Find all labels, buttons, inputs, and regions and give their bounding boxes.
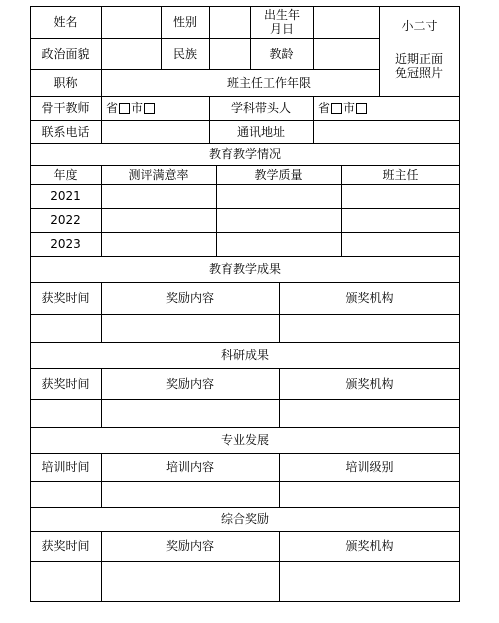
name-field[interactable]: [101, 6, 161, 38]
address-field[interactable]: [313, 120, 460, 143]
gender-field[interactable]: [209, 6, 250, 38]
title-label: 职称: [53, 75, 78, 90]
awards-col-content: 奖励内容: [165, 539, 214, 553]
research-section-title: 科研成果: [220, 348, 269, 362]
teaching-years-field[interactable]: [313, 38, 379, 69]
province-checkbox[interactable]: [331, 103, 342, 114]
research-col-org: 颁奖机构: [345, 376, 394, 391]
subject-leader-label: 学科带头人: [230, 101, 291, 115]
teaching-header-year: 年度: [53, 167, 78, 182]
province-option-label: 省: [318, 101, 331, 115]
teaching-header-satisfaction: 测评满意率: [128, 167, 189, 182]
city-checkbox[interactable]: [144, 103, 155, 114]
development-col-content: 培训内容: [165, 460, 214, 474]
ethnicity-field[interactable]: [209, 38, 250, 69]
phone-field[interactable]: [101, 120, 209, 143]
ethnicity-label: 民族: [172, 46, 197, 61]
city-option-label: 市: [131, 101, 144, 115]
backbone-teacher-label: 骨干教师: [41, 101, 90, 115]
homeroom-years-label: 班主任工作年限: [226, 75, 311, 90]
photo-note: 近期正面免冠照片: [394, 52, 443, 80]
results-section-title: 教育教学成果: [208, 262, 281, 276]
birth-field[interactable]: [313, 6, 379, 38]
political-label: 政治面貌: [41, 46, 90, 61]
teaching-section-title: 教育教学情况: [208, 147, 281, 161]
teaching-header-quality: 教学质量: [254, 167, 303, 182]
backbone-level-options: [106, 96, 206, 120]
teaching-years-label: 教龄: [269, 46, 294, 61]
teaching-year-cell: 2022: [50, 213, 81, 227]
teaching-year-cell: 2021: [50, 189, 81, 203]
development-col-level: 培训级别: [345, 460, 394, 474]
awards-col-time: 获奖时间: [41, 539, 90, 553]
results-col-org: 颁奖机构: [345, 291, 394, 305]
address-label: 通讯地址: [236, 124, 285, 139]
phone-label: 联系电话: [41, 124, 90, 139]
teaching-header-homeroom: 班主任: [382, 167, 419, 182]
research-col-time: 获奖时间: [41, 376, 90, 391]
gender-label: 性别: [172, 15, 197, 29]
teaching-year-cell: 2023: [50, 237, 81, 251]
birth-label: 出生年月日: [263, 8, 300, 36]
name-label: 姓名: [53, 15, 78, 29]
province-option-label: 省: [106, 101, 119, 115]
results-col-time: 获奖时间: [41, 291, 90, 305]
development-col-time: 培训时间: [41, 460, 90, 474]
awards-section-title: 综合奖励: [220, 512, 269, 526]
subject-level-options: [318, 96, 438, 120]
research-col-content: 奖励内容: [165, 376, 214, 391]
awards-col-org: 颁奖机构: [345, 539, 394, 553]
photo-size-label: 小二寸: [401, 19, 438, 33]
province-checkbox[interactable]: [119, 103, 130, 114]
political-field[interactable]: [101, 38, 161, 69]
city-checkbox[interactable]: [356, 103, 367, 114]
development-section-title: 专业发展: [220, 433, 269, 447]
results-col-content: 奖励内容: [165, 291, 214, 305]
city-option-label: 市: [343, 101, 356, 115]
